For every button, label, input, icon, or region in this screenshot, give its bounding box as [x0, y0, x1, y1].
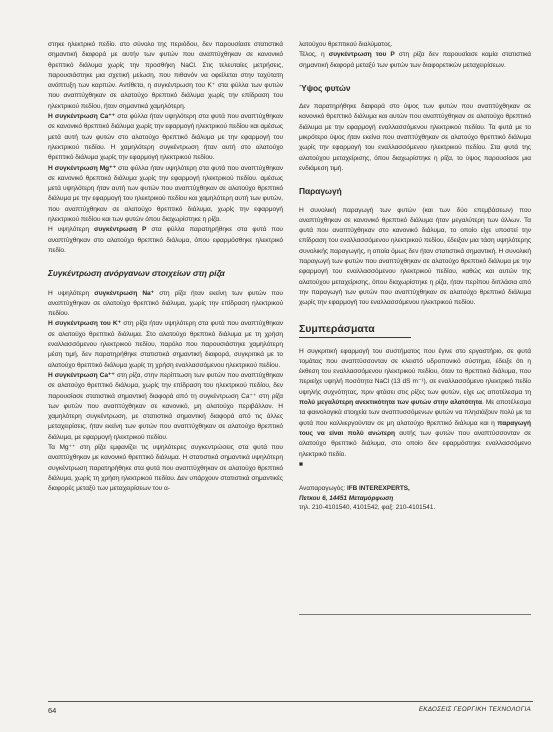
- right-column: [299, 40, 531, 513]
- paragraph: στηκε ηλεκτρικό πεδίο. στο σύνολο της περιόδου, δεν παρουσίασε στατιστικά σημαντική διαφορά με αυτήν των φυτών που αναπτύχθηκαν σε κανονικό θρεπτικό διάλυμα χωρίς την προσθήκη NaCl. Στις τελευταίες μετρήσεις, παρουσιάστηκε μια σχετική μείωση, που πιθανόν να οφείλεται στην ταχύτατη ανάπτυξη των καρπών. Αντίθετα, η συγκέντρωση του K⁺ στα φύλλα των φυτών που αναπτύχθηκαν σε αλατούχο θρεπτικό διάλυμα χωρίς την επίδραση του ηλεκτρικού πεδίου, ήταν σημαντικά χαμηλότερη.: [48, 41, 283, 110]
- bold-term: Η συγκέντρωση Ca⁺⁺: [48, 371, 115, 379]
- bold-term: συγκέντρωση του P: [328, 51, 395, 59]
- address-block: [299, 484, 531, 513]
- section-heading: Συγκέντρωση ανόργανων στοιχείων στη ρίζα: [48, 268, 225, 279]
- left-column: [48, 40, 283, 494]
- paragraph: Δεν παρατηρήθηκε διαφορά στο ύψος των φυτών που αναπτύχθηκαν σε κανονικό θρεπτικό διάλυμα και αυτών που αναπτύχθηκαν σε αλατούχο θρεπτικό διάλυμα με την εφαρμογή εναλλασσόμενου ηλεκτρικού πεδίου. Τα φυτά με το μικρότερο ύψος ήταν εκείνα που αναπτύχθηκαν σε αλατούχο θρεπτικό διάλυμα χωρίς την εφαρμογή του εναλλασσόμενου ηλεκτρικού πεδίου. Στα φυτά της αλατούχου μεταχείρισης, όπου διαχωρίστηκε η ρίζα, το ύψος παρουσίασε μια ενδιάμεση τιμή.: [299, 103, 531, 172]
- paragraph: Η συγκέντρωση Mg⁺⁺ στα φύλλα ήταν υψηλότερη στα φυτά που αναπτύχθηκαν σε κανονικό θρεπτικό διάλυμα χωρίς την εφαρμογή ηλεκτρικού πεδίου. αμέσως μετά υψηλότερη ήταν αυτή των φυτών που αναπτύχθηκαν σε αλατούχο θρεπτικό διάλυμα με την εφαρμογή του ηλεκτρικού πεδίου και χαμηλότερη αυτή των φυτών, που αναπτύχθηκαν σε αλατούχο θρεπτικό διάλυμα, χωρίς την εφαρμογή ηλεκτρικού πεδίου και των φυτών όπου διαχωρίστηκε η ρίζα.: [48, 164, 283, 224]
- paragraph: Η συγκριτική εφαρμογή του συστήματος που έγινε στο εργαστήριο, σε φυτά τομάτας που αναπτύσσονταν σε κλειστό υδροπονικό σύστημα, έδειξε ότι η έκθεση του εναλλασσόμενου ηλεκτρικού πεδίου, όταν το θρεπτικό διάλυμα, που περιείχε υψηλή ποσότητα NaCl (13 dS m⁻¹), σε εναλλασσόμενο ηλεκτρικό πεδίο υψηλής συχνότητας, πριν φτάσει στις ρίζες των φυτών, είχε ως αποτέλεσμα τη πολύ μεγαλύτερη ανεκτικότητα των φυτών στην αλατότητα. Με αποτέλεσμα τα φαινολογικά στοιχεία των αναπτυσσόμενων φυτών να πλησιάζουν πολύ με τα φυτά που καλλιεργούνταν σε μη αλατούχο θρεπτικό διάλυμα και η παραγωγή τους να είναι πολύ ανώτερη αυτής των φυτών που αναπτύσσονταν σε αλατούχο θρεπτικό διάλυμα, στο οποίο δεν εφαρμόστηκε εναλλασσόμενο ηλεκτρικό πεδίο.: [299, 347, 531, 458]
- bold-term: Η συγκέντρωση Mg⁺⁺: [48, 164, 117, 172]
- address-label: Αναπαραγωγός:: [299, 485, 347, 493]
- section-heading: Ύψος φυτών: [299, 82, 351, 93]
- paragraph: Η συγκέντρωση Ca⁺⁺ στα φύλλα ήταν υψηλότερη στα φυτά που αναπτύχθηκαν σε κανονικό θρεπτικό διάλυμα χωρίς την εφαρμογή ηλεκτρικού πεδίου και αμέσως μετά αυτή των φυτών στο αλατούχο θρεπτικό διάλυμα με την εφαρμογή του ηλεκτρικού πεδίου. Η χαμηλότερη συγκέντρωση ήταν αυτή στο αλατούχο θρεπτικό διάλυμα χωρίς την εφαρμογή ηλεκτρικού πεδίου.: [48, 113, 283, 162]
- address-divider: [299, 614, 531, 615]
- publisher-name: ΕΚΔΟΣΕΙΣ ΓΕΩΡΓΙΚΗ ΤΕΧΝΟΛΟΓΙΑ: [418, 706, 531, 713]
- paragraph: Τέλος, η συγκέντρωση του P στη ρίζα δεν παρουσίασε καμία στατιστικά σημαντική διαφορά μεταξύ των φυτών των διαφορετικών μεταχειρίσεων.: [299, 51, 531, 69]
- paragraph: λατούχου θρεπτικού διαλύματος.: [299, 41, 393, 48]
- box-heading: Συμπεράσματα: [299, 323, 411, 338]
- address-company: IFB INTEREXPERTS,: [346, 485, 410, 493]
- bold-term: συγκέντρωση Na⁺: [94, 289, 155, 297]
- bold-term: πολύ μεγαλύτερη ανεκτικότητα των φυτών στην αλατότητα: [299, 399, 482, 407]
- box-heading-wrapper: [299, 323, 531, 338]
- paragraph: Η συνολική παραγωγή των φυτών (και των δύο επεμβάσεων) που αναπτύχθηκαν σε κανονικό θρεπτικό διάλυμα ήταν μεγαλύτερη των άλλων. Τα φυτά που αναπτύχθηκαν στο κανονικό διάλυμα, το οποίο είχε υποστεί την επίδραση του εναλλασσόμενου ηλεκτρικού πεδίου, έδειξαν μια τάση υψηλότερης συνολικής παραγωγής, η οποία όμως δεν ήταν στατιστικά σημαντική. Η συνολική παραγωγή των φυτών που αναπτύχθηκαν σε αλατούχο θρεπτικό διάλυμα με την εφαρμογή του εναλλασσόμενου ηλεκτρικού πεδίου, καθώς και αυτών της αλατούχου μεταχείρισης, όπου διαχωρίστηκε η ρίζα, ήταν περίπου διπλάσια από την παραγωγή των φυτών που αναπτύχθηκαν σε αλατούχο θρεπτικό διάλυμα χωρίς την εφαρμογή του εναλλασσόμενου ηλεκτρικού πεδίου.: [299, 206, 532, 307]
- page-number: 64: [48, 706, 57, 715]
- bold-term: Η συγκέντρωση Ca⁺⁺: [48, 113, 116, 121]
- address-phone: τηλ. 210-4101540, 4101542, φαξ: 210-4101541.: [299, 504, 436, 512]
- end-mark-icon: ■: [299, 460, 303, 468]
- bold-term: Η συγκέντρωση του K⁺: [48, 320, 122, 328]
- paragraph: Η υψηλότερη συγκέντρωση P στα φύλλα παρατηρήθηκε στα φυτά που αναπτύχθηκαν στο αλατούχο θρεπτικό διάλυμα, όπου εφαρμόσθηκε ηλεκτρικό πεδίο.: [48, 226, 283, 254]
- footer-divider: [48, 701, 533, 702]
- paragraph: Η συγκέντρωση του K⁺ στη ρίζα ήταν υψηλότερη στα φυτά που αναπτύχθηκαν σε αλατούχο θρεπτικό διάλυμα. Στο αλατούχο θρεπτικό διάλυμα με τη χρήση εναλλασσόμενου ηλεκτρικού πεδίου, παρόλο που παρουσιάστηκε χαμηλότερη μέση τιμή, δεν παρατηρήθηκε στατιστικά σημαντική διαφορά, συγκριτικά με το αλατούχο θρεπτικό διάλυμα χωρίς τη χρήση εναλλασσόμενου ηλεκτρικού πεδίου.: [48, 320, 283, 369]
- paragraph: Η υψηλότερη συγκέντρωση Na⁺ στη ρίζα ήταν εκείνη των φυτών που αναπτύχθηκαν σε αλατούχο θρεπτικό διάλυμα, χωρίς την επίδραση ηλεκτρικού πεδίου.: [48, 289, 283, 318]
- paragraph: Η συγκέντρωση Ca⁺⁺ στη ρίζα, στην περίπτωση των φυτών που αναπτύχθηκαν σε αλατούχο θρεπτικό διάλυμα, χωρίς την επίδραση του ηλεκτρικού πεδίου, δεν παρουσίασε στατιστικά σημαντική διαφορά από τη συγκέντρωση Ca⁺⁺ στη ρίζα των φυτών που αναπτύχθηκαν σε κανονικό, μη αλατούχο περιβάλλον. Η χαμηλότερη συγκέντρωση, με στατιστικά σημαντική διαφορά από τις άλλες μεταχειρίσεις, ήταν εκείνη των φυτών που αναπτύχθηκαν σε αλατούχο θρεπτικό διάλυμα, με εφαρμογή ηλεκτρικού πεδίου.: [48, 371, 283, 441]
- section-heading: Παραγωγή: [299, 186, 342, 197]
- paragraph: Τα Mg⁺⁺ στη ρίζα εμφανίζει τις υψηλότερες συγκεντρώσεις στα φυτά που αναπτύχθηκαν με κανονικό θρεπτικό διάλυμα. Η στατιστικά σημαντικά υψηλότερη συγκέντρωση παρατηρήθηκε στα φυτά που αναπτύχθηκαν σε αλατούχο θρεπτικό διάλυμα, χωρίς τη χρήση ηλεκτρικού πεδίου. Δεν υπάρχουν στατιστικά σημαντικές διαφορές μεταξύ των μεταχειρίσεων του α-: [48, 443, 283, 493]
- bold-term: παραγωγή τους να είναι πολύ ανώτερη: [299, 419, 531, 437]
- bold-term: συγκέντρωση P: [94, 226, 147, 234]
- address-street: Πετκου 6, 14451 Μεταμόρφωση: [299, 494, 394, 502]
